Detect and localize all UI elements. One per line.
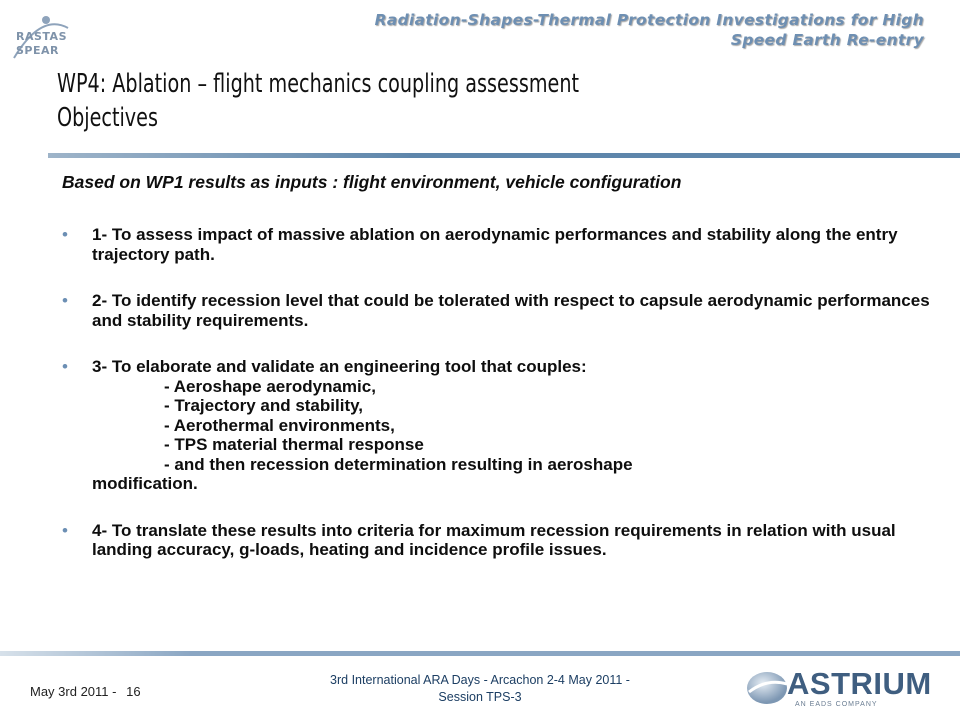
objective-text-4: 4- To translate these results into criteria for maximum recession requirements in relation with usual landing accuracy, g-loads, heating and incidence profile issues.	[92, 520, 896, 559]
objective-3-sub-2: - Trajectory and stability,	[164, 396, 364, 415]
objective-item-3	[62, 357, 932, 494]
bullet-icon: •	[62, 520, 68, 540]
logo-line1: RASTAS	[16, 30, 67, 43]
logo-line2: SPEAR	[16, 44, 59, 57]
lead-statement: Based on WP1 results as inputs : flight environment, vehicle configuration	[62, 172, 682, 192]
astrium-tagline: AN EADS COMPANY	[795, 701, 878, 708]
page-number: 16	[126, 684, 141, 699]
objective-item-1	[62, 225, 932, 264]
astrium-wordmark: ASTRIUM	[787, 666, 932, 701]
bullet-icon: •	[62, 357, 68, 376]
project-title-line2: Speed Earth Re-entry	[730, 31, 924, 49]
bullet-icon: •	[62, 225, 68, 244]
objective-3-sub-4: - TPS material thermal response	[164, 435, 424, 454]
objective-text-2: 2- To identify recession level that could be tolerated with respect to capsule aerodynamic performances and stability requirements.	[92, 291, 930, 330]
rastas-spear-logo	[6, 8, 76, 64]
astrium-logo	[745, 664, 945, 714]
footer-event	[280, 672, 680, 706]
objective-text-1: 1- To assess impact of massive ablation on aerodynamic performances and stability along the entry trajectory path.	[92, 225, 898, 264]
slide-title-line2: Objectives	[57, 103, 158, 133]
bullet-icon: •	[62, 291, 68, 310]
objectives-list	[62, 225, 932, 587]
objective-3-sub-1: - Aeroshape aerodynamic,	[164, 376, 376, 396]
project-title	[284, 10, 924, 50]
project-title-line1: Radiation-Shapes-Thermal Protection Investigations for High	[374, 11, 924, 29]
objective-item-2	[62, 291, 932, 330]
slide-title	[57, 67, 631, 135]
slide-title-line1: WP4: Ablation – flight mechanics coupling assessment	[57, 69, 580, 99]
footer-event-line2: Session TPS-3	[438, 690, 522, 704]
objective-3-tail: modification.	[92, 474, 198, 493]
astrium-globe-icon	[745, 664, 789, 708]
footer-date-page	[30, 684, 141, 699]
objective-3-sub-3: - Aerothermal environments,	[164, 415, 395, 435]
objective-item-4	[62, 521, 932, 560]
objective-text-3: 3- To elaborate and validate an engineering tool that couples:	[92, 357, 587, 376]
footer-event-line1: 3rd International ARA Days - Arcachon 2-4 May 2011 -	[330, 673, 630, 687]
title-divider	[48, 153, 960, 158]
objective-3-sub-5: - and then recession determination resulting in aeroshape	[164, 454, 633, 474]
footer-date: May 3rd 2011 -	[30, 684, 117, 699]
footer-divider	[0, 651, 960, 656]
